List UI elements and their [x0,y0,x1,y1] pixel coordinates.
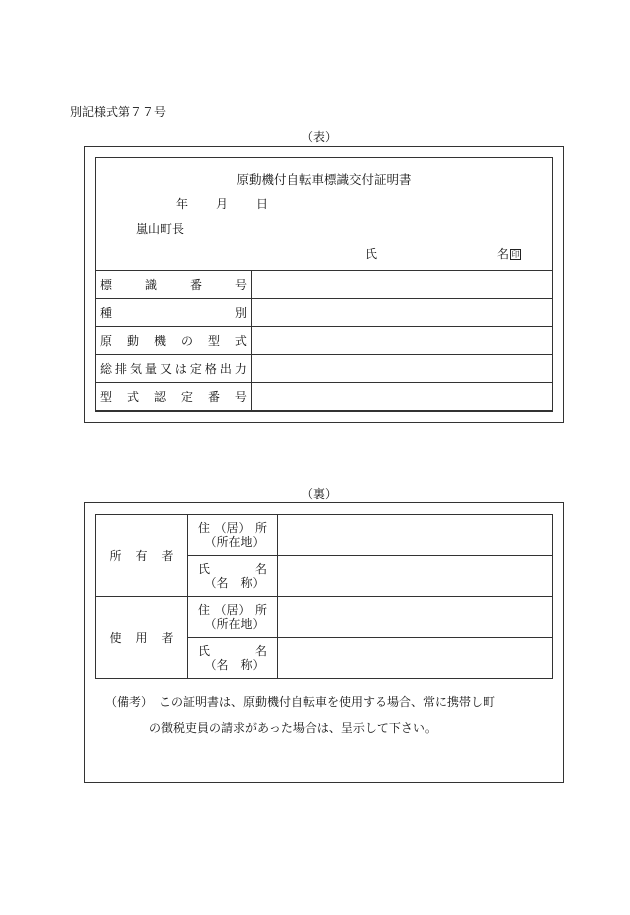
label-char: 式 [126,390,139,404]
label-part: 所 [254,521,267,535]
label-char: 種 [100,306,113,320]
info-row-label [96,355,252,383]
name-value-field[interactable] [278,638,553,679]
info-row-label [96,299,252,327]
note-line-2: の徴税吏員の請求があった場合は、呈示して下さい。 [149,721,437,735]
name-label [188,638,278,679]
label-char: 定 [180,390,193,404]
label-char: 番 [189,278,202,292]
date-month: 月 [216,197,229,211]
party-row [96,597,553,638]
front-side-title: （表） [301,130,338,144]
info-row [96,327,553,355]
label-char: 型 [207,334,220,348]
label-char: 力 [234,362,247,376]
owner-user-table [95,514,553,679]
label-subtext: （名 称） [204,658,265,672]
label-char: 識 [144,278,157,292]
label-char: 格 [204,362,217,376]
label-char: 出 [219,362,232,376]
party-group-label [96,515,188,597]
back-card-outer [84,502,564,783]
label-char: 総 [100,362,113,376]
label-char: 所 [109,549,122,563]
address-value-field[interactable] [278,515,553,556]
label-char: 番 [207,390,220,404]
label-char: 号 [234,390,247,404]
label-subtext: （所在地） [204,535,265,549]
label-char: 用 [135,631,148,645]
info-row-value-field[interactable] [252,327,553,355]
label-char: 号 [234,278,247,292]
name-given-label [497,245,521,262]
name-value-field[interactable] [278,556,553,597]
issuer-name: 嵐山町長 [136,222,185,236]
label-char: 有 [135,549,148,563]
form-number-label: 別記様式第７７号 [70,105,167,119]
label-part: 名 [254,562,267,576]
label-char: 気 [129,362,142,376]
label-part: 氏 [198,644,211,658]
label-subtext: （名 称） [204,576,265,590]
date-year: 年 [176,197,189,211]
certificate-title: 原動機付自転車標識交付証明書 [236,172,412,187]
info-row [96,355,553,383]
back-side-title: （裏） [301,487,338,501]
label-char: 使 [109,631,122,645]
info-row-label [96,271,252,299]
label-part: （居） [214,603,251,617]
address-label [188,515,278,556]
party-group-label [96,597,188,679]
info-row [96,383,553,411]
label-part: （居） [214,521,251,535]
seal-mark: 印 [511,250,520,259]
label-char: 又 [159,362,172,376]
label-part: 所 [254,603,267,617]
label-char: 原 [100,334,113,348]
name-given-text: 名 [497,247,510,261]
label-subtext: （所在地） [204,617,265,631]
name-label [188,556,278,597]
info-row-value-field[interactable] [252,383,553,411]
label-part: 住 [198,521,211,535]
label-part: 住 [198,603,211,617]
info-row [96,299,553,327]
label-part: 名 [254,644,267,658]
front-card-inner [95,157,553,412]
info-row-value-field[interactable] [252,271,553,299]
label-char: 動 [126,334,139,348]
label-char: 定 [189,362,202,376]
note-line-1: （備考） この証明書は、原動機付自転車を使用する場合、常に携帯し町 [105,695,496,709]
address-value-field[interactable] [278,597,553,638]
label-char: 者 [161,631,174,645]
info-row-label [96,383,252,411]
label-char: 型 [100,390,113,404]
date-day: 日 [256,197,269,211]
label-char: 者 [161,549,174,563]
info-row [96,271,553,299]
name-family-label: 氏 [365,247,378,261]
front-card-outer [84,146,564,423]
label-char: 量 [144,362,157,376]
party-row [96,515,553,556]
info-row-value-field[interactable] [252,299,553,327]
label-part: 氏 [198,562,211,576]
label-char: 認 [153,390,166,404]
info-row-value-field[interactable] [252,355,553,383]
label-char: の [180,334,193,348]
label-char: 標 [100,278,113,292]
vehicle-info-table [95,270,553,411]
label-char: は [174,362,187,376]
label-char: 式 [234,334,247,348]
address-label [188,597,278,638]
label-char: 別 [234,306,247,320]
label-char: 機 [153,334,166,348]
label-char: 排 [114,362,127,376]
info-row-label [96,327,252,355]
